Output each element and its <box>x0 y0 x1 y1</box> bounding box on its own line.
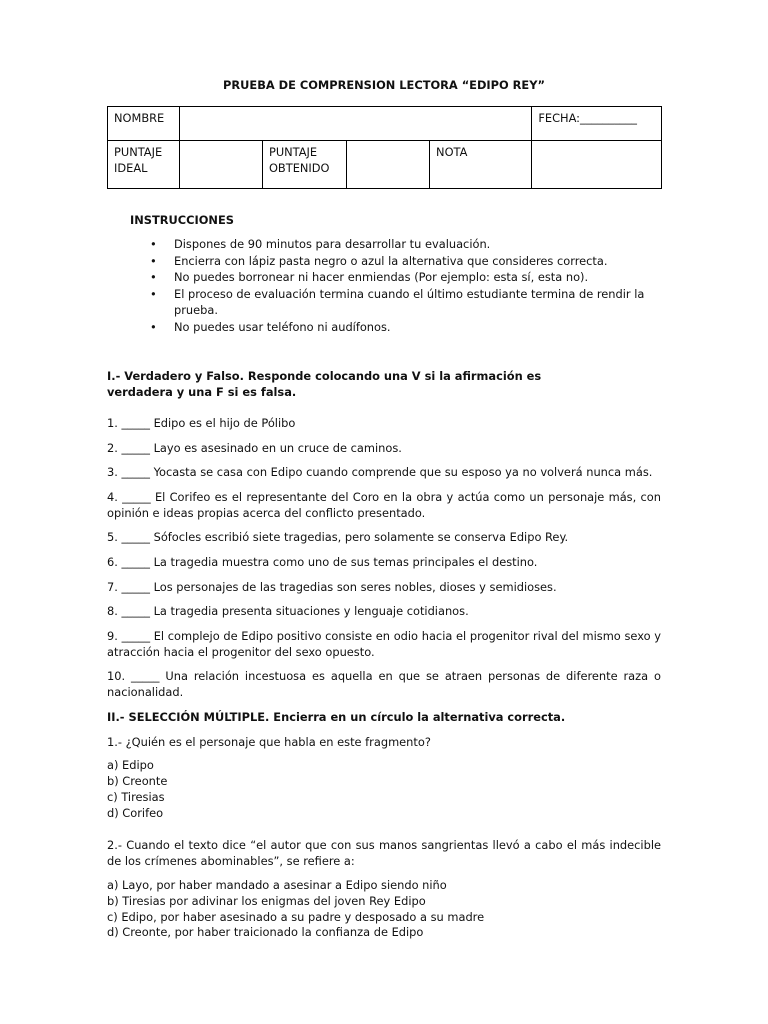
instruction-text: El proceso de evaluación termina cuando el último estudiante termina de rendir la prueba. <box>174 286 645 317</box>
instruction-text: Encierra con lápiz pasta negro o azul la alternativa que consideres correcta. <box>174 253 608 268</box>
student-info-table <box>107 106 662 189</box>
true-false-item: 3. _____ Yocasta se casa con Edipo cuando comprende que su esposo ya no volverá nunca más. <box>107 465 653 480</box>
name-field[interactable] <box>179 107 531 141</box>
section1-heading: I.- Verdadero y Falso. Responde colocando una V si la afirmación es verdadera y una F si es falsa. <box>107 369 542 399</box>
grade-field[interactable] <box>532 141 662 189</box>
true-false-item: 6. _____ La tragedia muestra como uno de sus temas principales el destino. <box>107 554 538 569</box>
bullet-icon: • <box>150 270 157 284</box>
date-cell[interactable] <box>532 107 662 141</box>
ideal-score-label-line1: PUNTAJE <box>114 145 163 159</box>
instruction-item <box>147 286 647 319</box>
grade-label-cell <box>430 141 532 189</box>
answer-options <box>107 758 661 821</box>
obtained-score-label-line2: OBTENIDO <box>268 161 330 175</box>
answer-option[interactable]: b) Tiresias por adivinar los enigmas del joven Rey Edipo <box>107 893 426 908</box>
instruction-text: Dispones de 90 minutos para desarrollar tu evaluación. <box>174 237 491 251</box>
ideal-score-label-cell <box>108 141 180 189</box>
ideal-score-label-line2: IDEAL <box>114 161 148 175</box>
answer-option[interactable]: b) Creonte <box>107 773 168 788</box>
date-label: FECHA:__________ <box>538 111 637 125</box>
instruction-text: No puedes usar teléfono ni audífonos. <box>174 319 391 334</box>
name-label-cell <box>108 107 180 141</box>
instruction-item <box>147 253 647 270</box>
instruction-item <box>147 269 647 286</box>
bullet-icon: • <box>150 253 157 268</box>
instruction-item <box>147 236 647 253</box>
true-false-item: 4. _____ El Corifeo es el representante del Coro en la obra y actúa como un personaje más, con opinión e ideas propias acerca del conflicto presentado. <box>107 489 661 520</box>
true-false-item: 10. _____ Una relación incestuosa es aquella en que se atraen personas de diferente raza o nacionalidad. <box>107 669 661 700</box>
obtained-score-field[interactable] <box>347 141 430 189</box>
true-false-item: 1. _____ Edipo es el hijo de Pólibo <box>107 416 296 430</box>
bullet-icon: • <box>150 237 157 251</box>
questions-body <box>107 415 661 957</box>
instructions-list <box>147 236 647 335</box>
section2-heading: II.- SELECCIÓN MÚLTIPLE. Encierra en un círculo la alternativa correcta. <box>107 709 566 724</box>
answer-option[interactable]: c) Edipo, por haber asesinado a su padre y desposado a su madre <box>107 909 485 924</box>
true-false-item: 8. _____ La tragedia presenta situaciones y lenguaje cotidianos. <box>107 604 469 619</box>
multiple-choice-question: 2.- Cuando el texto dice “el autor que con sus manos sangrientas llevó a cabo el más indecible de los crímenes abominables”, se refiere a: <box>107 838 661 869</box>
answer-option[interactable]: d) Creonte, por haber traicionado la confianza de Edipo <box>107 925 424 940</box>
bullet-icon: • <box>150 286 157 301</box>
document-title: PRUEBA DE COMPRENSION LECTORA “EDIPO REY” <box>223 78 545 92</box>
instruction-item <box>147 319 647 336</box>
instruction-text: No puedes borronear ni hacer enmiendas (Por ejemplo: esta sí, esta no). <box>174 270 589 284</box>
bullet-icon: • <box>150 319 157 334</box>
instructions-heading: INSTRUCCIONES <box>130 213 234 227</box>
grade-label: NOTA <box>436 145 468 159</box>
obtained-score-label-cell <box>262 141 346 189</box>
ideal-score-field[interactable] <box>179 141 262 189</box>
true-false-item: 9. _____ El complejo de Edipo positivo consiste en odio hacia el progenitor rival del mismo sexo y atracción hacia el progenitor del sexo opuesto. <box>107 628 661 659</box>
name-label: NOMBRE <box>114 111 165 125</box>
answer-option[interactable]: d) Corifeo <box>107 805 164 820</box>
multiple-choice-question: 1.- ¿Quién es el personaje que habla en este fragmento? <box>107 734 431 749</box>
answer-option[interactable]: c) Tiresias <box>107 789 165 804</box>
true-false-item: 7. _____ Los personajes de las tragedias son seres nobles, dioses y semidioses. <box>107 579 557 594</box>
true-false-item: 5. _____ Sófocles escribió siete tragedias, pero solamente se conserva Edipo Rey. <box>107 530 569 545</box>
true-false-item: 2. _____ Layo es asesinado en un cruce de caminos. <box>107 440 402 455</box>
answer-options <box>107 878 661 941</box>
obtained-score-label-line1: PUNTAJE <box>268 145 318 159</box>
answer-option[interactable]: a) Edipo <box>107 758 154 773</box>
answer-option[interactable]: a) Layo, por haber mandado a asesinar a Edipo siendo niño <box>107 877 447 892</box>
